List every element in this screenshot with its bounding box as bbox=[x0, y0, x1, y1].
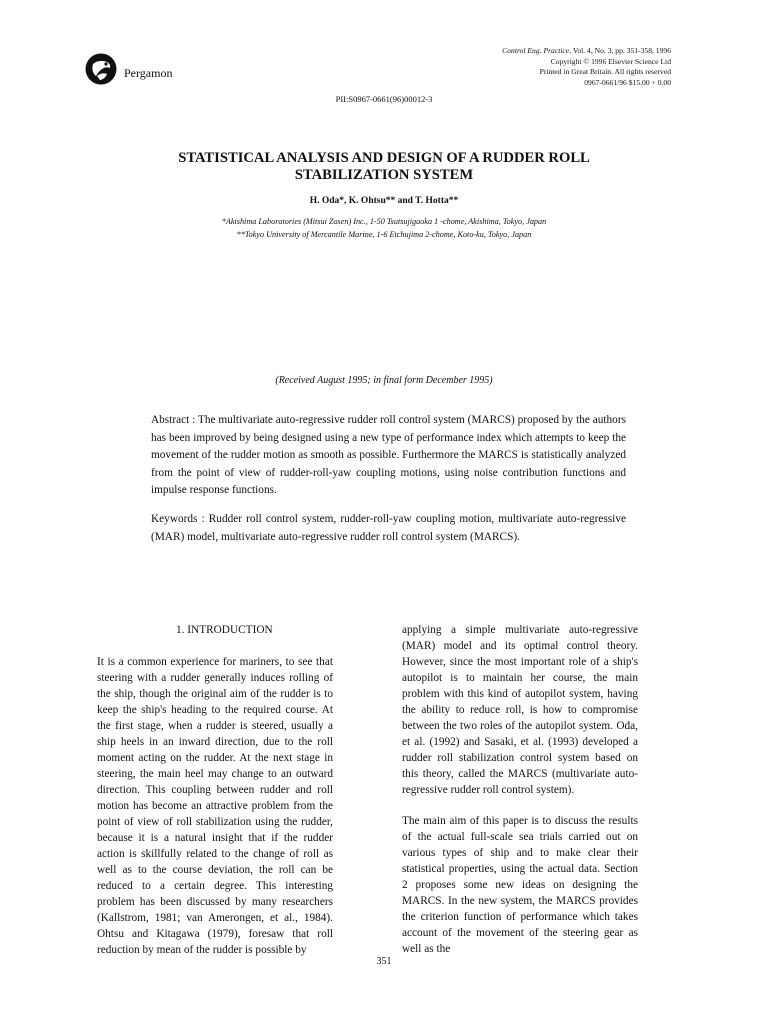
paper-title bbox=[60, 150, 708, 184]
affiliation-1: *Akishima Laboratories (Mitsui Zosen) Inc., 1-50 Tsutsujigaoka 1 -chome, Akishima, Tokyo, Japan bbox=[221, 217, 547, 226]
page-number: 351 bbox=[376, 956, 392, 967]
paragraph: The main aim of this paper is to discuss the results of the actual full-scale sea trials carried out on various types of ship and to make clear their statistical properties, using the actual data. Section 2 proposes some new ideas on designing the MARCS. In the new system, the MARCS provides the criterion function of performance which takes account of the movement of the steering gear as well as the bbox=[402, 815, 638, 955]
printed-line: Printed in Great Britain. All rights reserved bbox=[539, 67, 671, 76]
publisher-logo bbox=[84, 52, 118, 86]
paragraph: applying a simple multivariate auto-regressive (MAR) model and its optimal control theory. However, since the most important role of a ship's autopilot is to maintain her course, the main problem with this kind of autopilot system, having the ability to reduce roll, is how to compromise between the two roles of the autopilot system. Oda, et al. (1992) and Sasaki, et al. (1993) developed a rudder roll stabilization control system based on this theory, called the MARCS (multivariate auto-regressive rudder roll control system). bbox=[402, 624, 638, 796]
section-heading: 1. INTRODUCTION bbox=[176, 624, 273, 636]
keywords: Keywords : Rudder roll control system, rudder-roll-yaw coupling motion, multivariate auto-regressive (MAR) model, multivariate auto-regressive rudder roll control system (MARCS). bbox=[151, 513, 626, 543]
pii: PII:S0967-0661(96)00012-3 bbox=[335, 94, 433, 104]
copyright-line: Copyright © 1996 Elsevier Science Ltd bbox=[550, 56, 671, 66]
publisher-name: Pergamon bbox=[124, 66, 173, 80]
left-column bbox=[97, 654, 333, 958]
paragraph: It is a common experience for mariners, to see that steering with a rudder generally induces rolling of the ship, though the original aim of the rudder is to keep the ship's heading to the required course. At the first stage, when a rudder is steered, usually a ship heels in an inward direction, due to the roll moment acting on the rudder. At the next stage in steering, the main heel may change to an outward direction. This coupling between rudder and roll motion has become an attractive problem from the point of view of roll stabilization using the rudder, because it is a natural insight that if the rudder action is skillfully related to the change of roll as well as to the course deviation, the roll can be reduced to a certain degree. This interesting problem has been discussed by many researchers (Kallstrom, 1981; van Amerongen, et al., 1984). Ohtsu and Kitagawa (1979), foresaw that roll reduction by mean of the rudder is possible by bbox=[97, 656, 333, 956]
issn-line: 0967-0661/96 $15.00 + 0.00 bbox=[584, 77, 671, 87]
abstract: Abstract : The multivariate auto-regressive rudder roll control system (MARCS) proposed by the authors has been improved by being designed using a new type of performance index which attempts to keep the movement of the rudder motion as smooth as possible. Furthermore the MARCS is statistically analyzed from the point of view of rudder-roll-yaw coupling motions, using noise contribution functions and impulse response functions. bbox=[151, 414, 626, 496]
received-dates: (Received August 1995; in final form December 1995) bbox=[275, 375, 493, 386]
journal-volume: , Vol. 4, No. 3, pp. 351-358, 1996 bbox=[569, 46, 671, 55]
authors: H. Oda*, K. Ohtsu** and T. Hotta** bbox=[309, 196, 459, 206]
journal-citation bbox=[502, 46, 671, 57]
affiliation-2: **Tokyo University of Mercantile Marine, 1-6 Etchujima 2-chome, Koto-ku, Tokyo, Japan bbox=[236, 230, 532, 239]
journal-name: Control Eng. Practice bbox=[502, 46, 570, 55]
journal-info bbox=[502, 46, 671, 88]
title-line-1: STATISTICAL ANALYSIS AND DESIGN OF A RUDDER ROLL bbox=[178, 150, 590, 166]
right-column bbox=[402, 622, 638, 957]
title-line-2: STABILIZATION SYSTEM bbox=[294, 167, 474, 183]
